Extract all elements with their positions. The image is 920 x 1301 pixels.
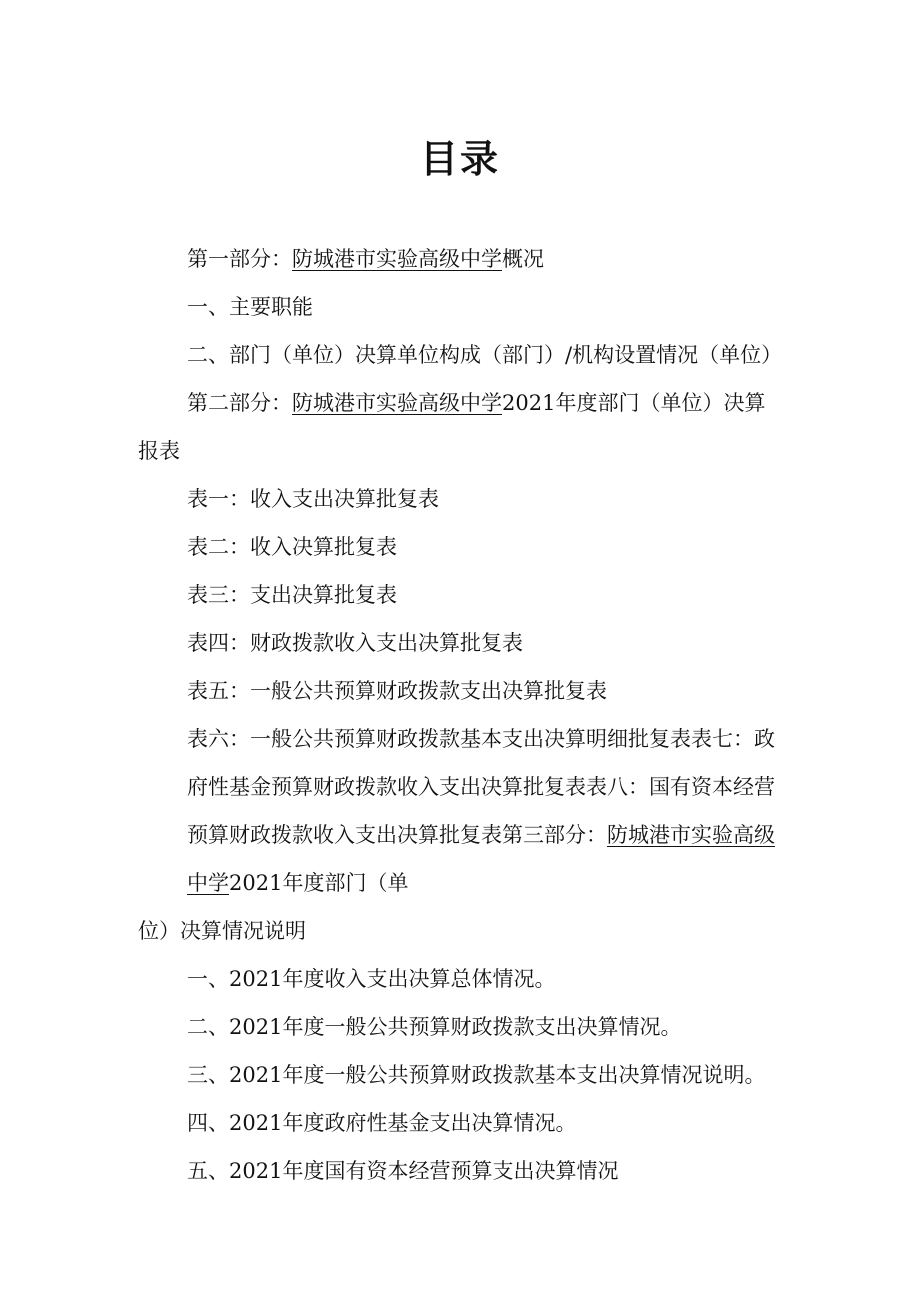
page-title: 目录	[419, 137, 500, 181]
toc-table-2: 表二：收入决算批复表	[187, 535, 397, 559]
toc-table-8-part-three	[187, 820, 775, 850]
toc-part-three-cont	[187, 868, 408, 898]
toc-part-three-year: 2021年度部门（单	[229, 871, 409, 895]
toc-item-structure: 二、部门（单位）决算单位构成（部门）/机构设置情况（单位）	[187, 343, 783, 367]
toc-table-4: 表四：财政拨款收入支出决算批复表	[187, 631, 523, 655]
toc-table-3: 表三：支出决算批复表	[187, 583, 397, 607]
toc-section-5: 五、2021年度国有资本经营预算支出决算情况	[187, 1159, 619, 1183]
toc-part-one-org: 防城港市实验高级中学	[292, 247, 502, 271]
toc-part-one-prefix: 第一部分：	[187, 247, 292, 271]
toc-table-5: 表五：一般公共预算财政拨款支出决算批复表	[187, 679, 607, 703]
toc-part-two	[187, 388, 765, 418]
toc-part-three-end: 位）决算情况说明	[138, 919, 306, 943]
toc-item-main-functions: 一、主要职能	[187, 295, 313, 319]
toc-table-7-8: 府性基金预算财政拨款收入支出决算批复表表八：国有资本经营	[187, 775, 775, 799]
toc-section-4: 四、2021年度政府性基金支出决算情况。	[187, 1111, 577, 1135]
toc-part-two-org: 防城港市实验高级中学	[292, 391, 502, 415]
toc-part-three-org-end: 中学	[187, 871, 229, 895]
toc-section-3: 三、2021年度一般公共预算财政拨款基本支出决算情况说明。	[187, 1063, 766, 1087]
toc-part-two-cont: 报表	[138, 439, 180, 463]
toc-table-8-text: 预算财政拨款收入支出决算批复表第三部分：	[187, 823, 607, 847]
toc-part-two-suffix: 2021年度部门（单位）决算	[502, 391, 766, 415]
toc-part-one	[187, 244, 544, 274]
toc-section-2: 二、2021年度一般公共预算财政拨款支出决算情况。	[187, 1015, 682, 1039]
toc-part-two-prefix: 第二部分：	[187, 391, 292, 415]
toc-table-6-7: 表六：一般公共预算财政拨款基本支出决算明细批复表表七：政	[187, 727, 775, 751]
toc-part-one-suffix: 概况	[502, 247, 544, 271]
toc-section-1: 一、2021年度收入支出决算总体情况。	[187, 967, 556, 991]
toc-part-three-org: 防城港市实验高级	[607, 823, 775, 847]
toc-table-1: 表一：收入支出决算批复表	[187, 487, 439, 511]
